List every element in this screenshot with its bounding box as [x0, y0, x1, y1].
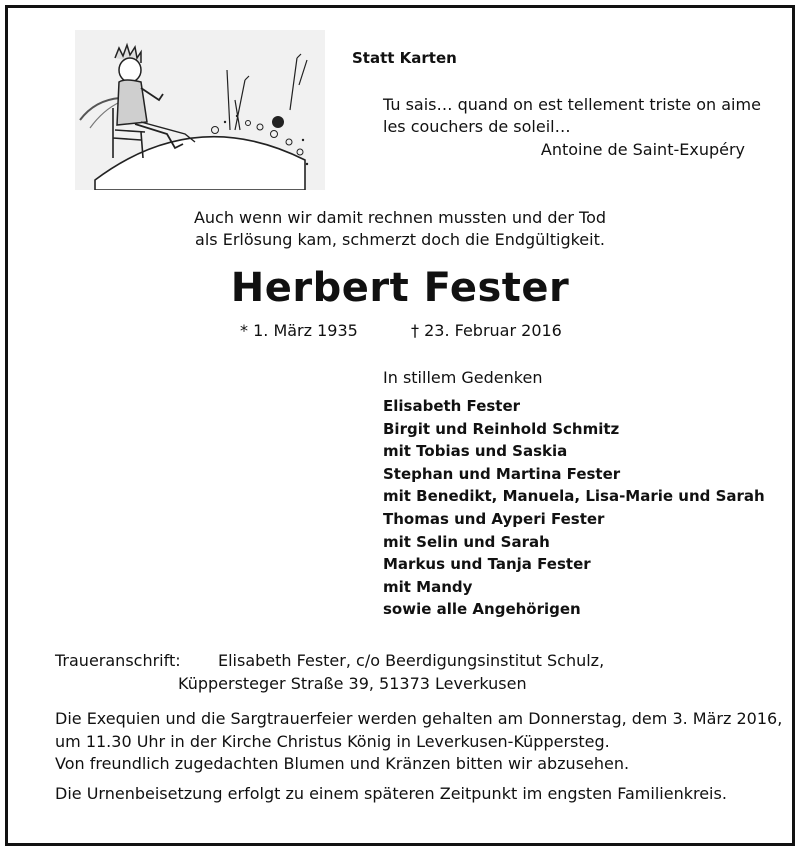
mourner-entry: Birgit und Reinhold Schmitz — [383, 419, 620, 438]
address-line: Küppersteger Straße 39, 51373 Leverkusen — [178, 674, 527, 693]
urn-burial-note: Die Urnenbeisetzung erfolgt zu einem späteren Zeitpunkt im engsten Familienkreis. — [55, 784, 727, 803]
birth-date: * 1. März 1935 — [240, 321, 358, 340]
little-prince-sketch-icon — [75, 30, 325, 190]
mourner-entry: mit Tobias und Saskia — [383, 442, 568, 461]
address-line: Elisabeth Fester, c/o Beerdigungsinstitut Schulz, — [218, 651, 605, 670]
intro-text — [0, 207, 800, 251]
gedenken-label: In stillem Gedenken — [383, 368, 543, 387]
mourner-entry: Thomas und Ayperi Fester — [383, 509, 605, 528]
deceased-name: Herbert Fester — [230, 265, 570, 311]
address-label: Traueranschrift: — [55, 651, 181, 670]
statt-karten-heading: Statt Karten — [352, 49, 457, 67]
quote-line: les couchers de soleil… — [383, 117, 571, 136]
mourner-entry: sowie alle Angehörigen — [383, 600, 581, 619]
service-line: Von freundlich zugedachten Blumen und Kränzen bitten wir abzusehen. — [55, 754, 630, 773]
death-date: † 23. Februar 2016 — [411, 321, 562, 340]
quote-line: Tu sais… quand on est tellement triste on aime — [383, 95, 761, 114]
quote-author: Antoine de Saint-Exupéry — [540, 140, 745, 159]
mourner-entry: mit Mandy — [383, 577, 473, 596]
service-info — [55, 708, 782, 776]
intro-line: Auch wenn wir damit rechnen mussten und der Tod — [193, 208, 607, 227]
mourner-entry: Elisabeth Fester — [383, 397, 521, 415]
service-line: Die Exequien und die Sargtrauerfeier werden gehalten am Donnerstag, dem 3. März 2016, — [55, 709, 783, 728]
quote — [383, 94, 761, 138]
mourners-list — [383, 395, 765, 621]
service-line: um 11.30 Uhr in der Kirche Christus König in Leverkusen-Küppersteg. — [55, 731, 610, 751]
intro-line: als Erlösung kam, schmerzt doch die Endgültigkeit. — [195, 230, 605, 249]
mourner-entry: Markus und Tanja Fester — [383, 555, 591, 574]
mourner-entry: mit Benedikt, Manuela, Lisa-Marie und Sarah — [383, 487, 765, 506]
mourner-entry: Stephan und Martina Fester — [383, 464, 621, 483]
mourner-entry: mit Selin und Sarah — [383, 532, 550, 551]
